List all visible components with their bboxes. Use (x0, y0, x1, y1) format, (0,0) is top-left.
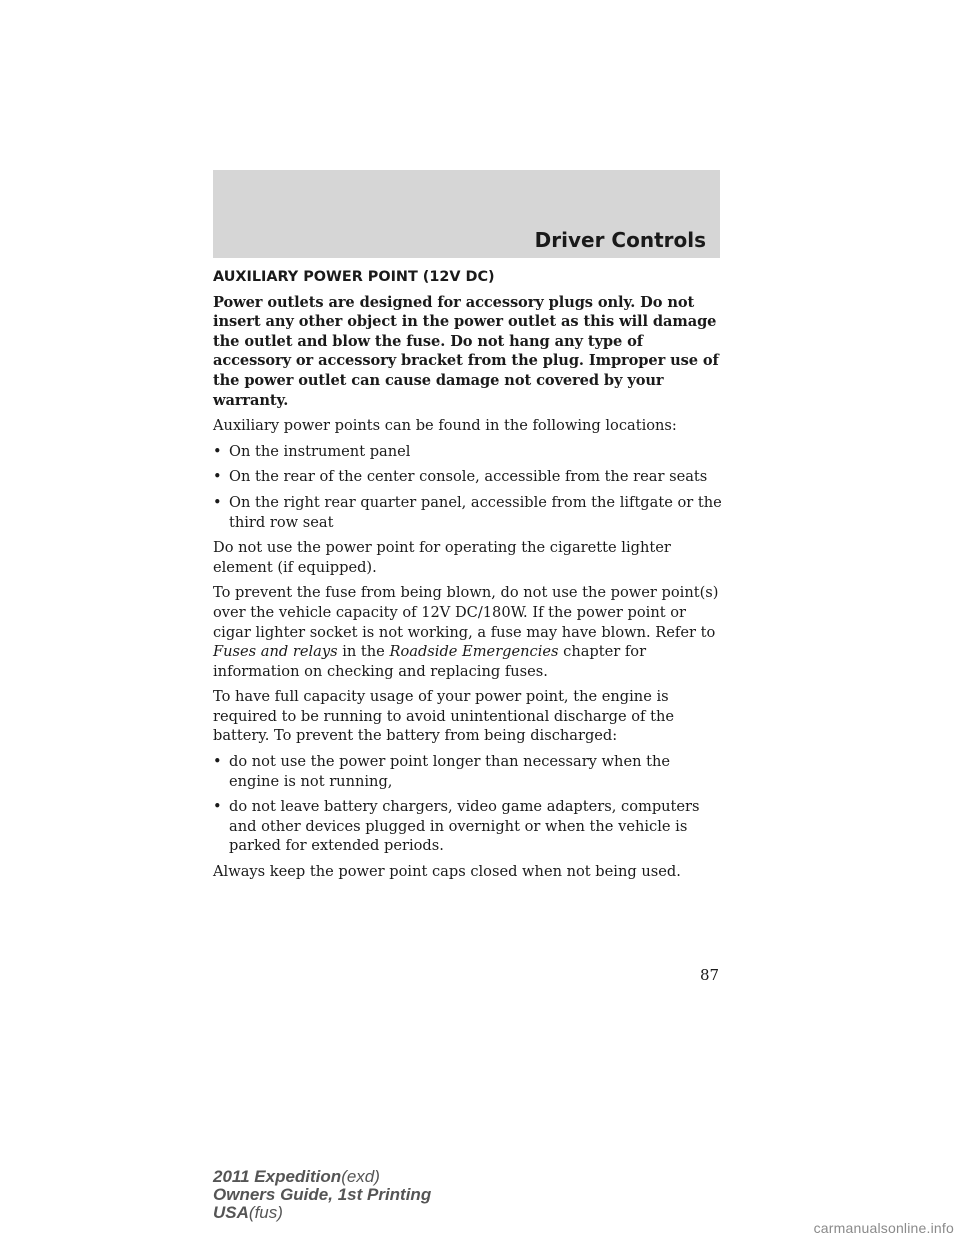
lighter-note: Do not use the power point for operating the cigarette lighter element (if equipped). (213, 539, 671, 576)
bullet-icon: • (213, 753, 222, 771)
chapter-header-band (213, 170, 720, 258)
bullet-icon: • (213, 493, 222, 511)
bullet-icon: • (213, 468, 222, 486)
footer-line-2: Owners Guide, 1st Printing (213, 1185, 432, 1204)
list-item: • do not use the power point longer than necessary when the engine is not running, (213, 753, 671, 790)
bullet-icon: • (213, 798, 222, 816)
watermark: carmanualsonline.info (813, 1220, 954, 1236)
warning-paragraph: Power outlets are designed for accessory plugs only. Do not insert any other object in the power outlet as this will damage the outlet and blow the fuse. Do not hang any type of accessory or accessory bracket from the plug. Improper use of the power outlet can cause damage not covered by your warranty. (213, 293, 719, 409)
locations-intro: Auxiliary power points can be found in the following locations: (213, 417, 677, 435)
tips-list (213, 752, 723, 856)
page-number: 87 (700, 966, 720, 984)
capacity-paragraph: To have full capacity usage of your power point, the engine is required to be running to avoid unintentional discharge of the battery. To prevent the battery from being discharged: (213, 688, 674, 745)
chapter-title: Driver Controls (534, 228, 706, 252)
footer-line-1: 2011 Expedition(exd) (213, 1167, 380, 1186)
list-item: • do not leave battery chargers, video game adapters, computers and other devices plugged in overnight or when the vehicle is parked for extended periods. (213, 798, 700, 855)
list-item: • On the rear of the center console, accessible from the rear seats (213, 468, 708, 486)
list-item: • On the right rear quarter panel, accessible from the liftgate or the third row seat (213, 493, 722, 531)
bullet-icon: • (213, 442, 222, 460)
page-content (213, 268, 723, 888)
fuse-paragraph: To prevent the fuse from being blown, do not use the power point(s) over the vehicle capacity of 12V DC/180W. If the power point or cigar lighter socket is not working, a fuse may have blown. Refer to Fuses and relays in the Roadside Emergencies chapter for information on checking and replacing fuses. (213, 584, 719, 680)
fuses-reference: Fuses and relays (213, 643, 338, 661)
locations-list (213, 442, 723, 532)
list-item: • On the instrument panel (213, 442, 411, 460)
chapter-reference: Roadside Emergencies (389, 643, 559, 661)
footer (213, 1168, 431, 1222)
footer-line-3: USA(fus) (213, 1203, 283, 1222)
section-heading: AUXILIARY POWER POINT (12V DC) (213, 269, 495, 285)
closing-paragraph: Always keep the power point caps closed when not being used. (213, 863, 681, 881)
